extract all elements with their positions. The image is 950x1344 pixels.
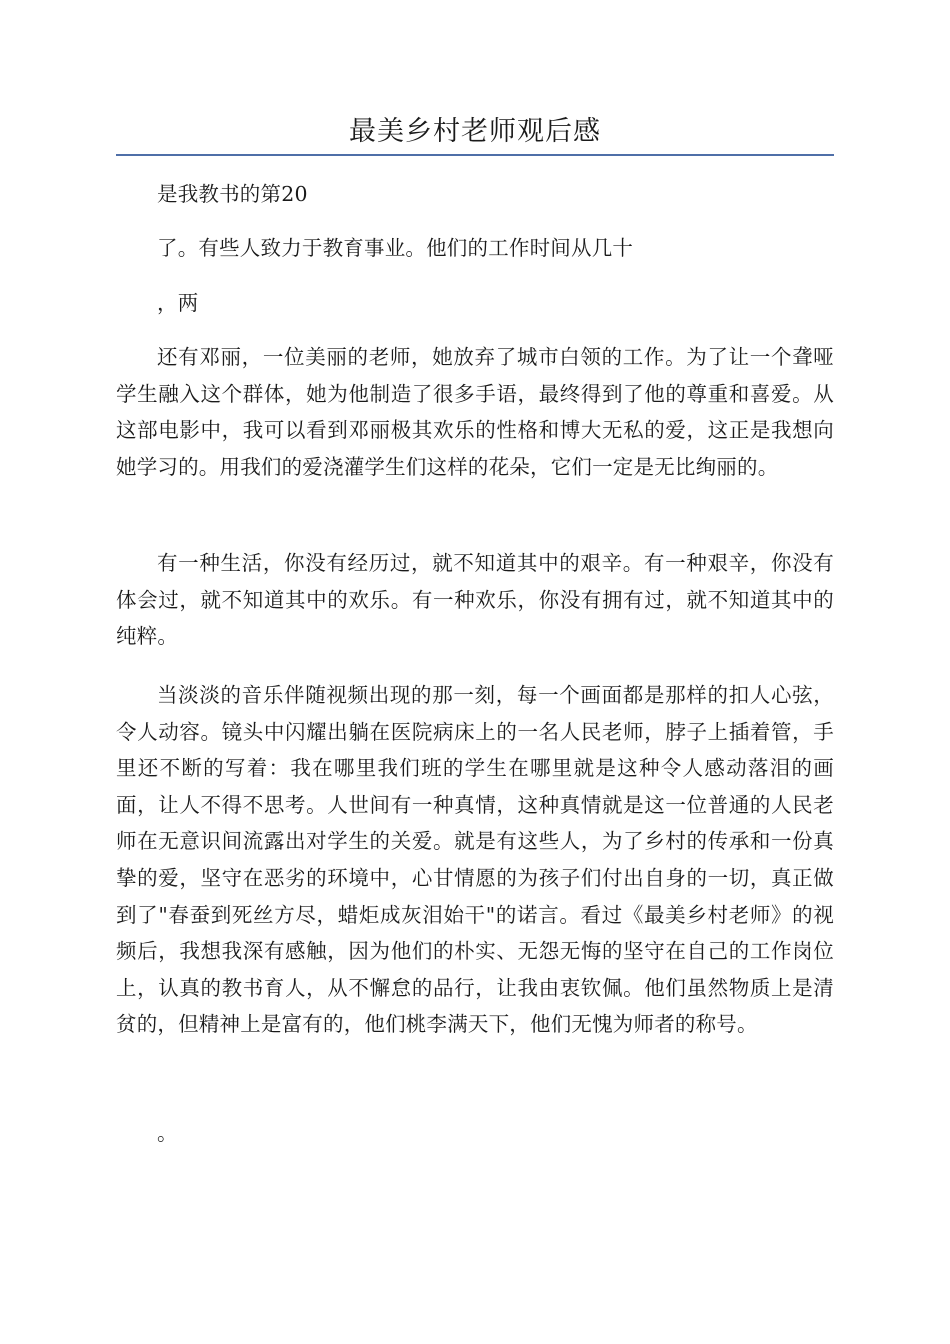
title-underline — [116, 154, 834, 156]
paragraph-1: 是我教书的第20 — [157, 182, 308, 206]
paragraph-7: 。 — [157, 1121, 178, 1145]
paragraph-3: ，两 — [157, 291, 199, 315]
document-title: 最美乡村老师观后感 — [349, 116, 601, 147]
paragraph-4: 还有邓丽，一位美丽的老师，她放弃了城市白领的工作。为了让一个聋哑学生融入这个群体，她为他制造了很多手语，最终得到了他的尊重和喜爱。从这部电影中，我可以看到邓丽极其欢乐的性格和博大无私的爱，这正是我想向她学习的。用我们的爱浇灌学生们这样的花朵，它们一定是无比绚丽的。 — [116, 345, 834, 479]
paragraph-6: 当淡淡的音乐伴随视频出现的那一刻，每一个画面都是那样的扣人心弦，令人动容。镜头中闪耀出躺在医院病床上的一名人民老师，脖子上插着管，手里还不断的写着：我在哪里我们班的学生在哪里就是这种令人感动落泪的画面，让人不得不思考。人世间有一种真情，这种真情就是这一位普通的人民老师在无意识间流露出对学生的关爱。就是有这些人，为了乡村的传承和一份真挚的爱，坚守在恶劣的环境中，心甘情愿的为孩子们付出自身的一切，真正做到了"春蚕到死丝方尽，蜡炬成灰泪始干"的诺言。看过《最美乡村老师》的视频后，我想我深有感触，因为他们的朴实、无怨无悔的坚守在自己的工作岗位上，认真的教书育人，从不懈怠的品行，让我由衷钦佩。他们虽然物质上是清贫的，但精神上是富有的，他们桃李满天下，他们无愧为师者的称号。 — [116, 683, 834, 1037]
paragraph-2: 了。有些人致力于教育事业。他们的工作时间从几十 — [157, 236, 634, 260]
paragraph-5: 有一种生活，你没有经历过，就不知道其中的艰辛。有一种艰辛，你没有体会过，就不知道其中的欢乐。有一种欢乐，你没有拥有过，就不知道其中的纯粹。 — [116, 551, 834, 649]
